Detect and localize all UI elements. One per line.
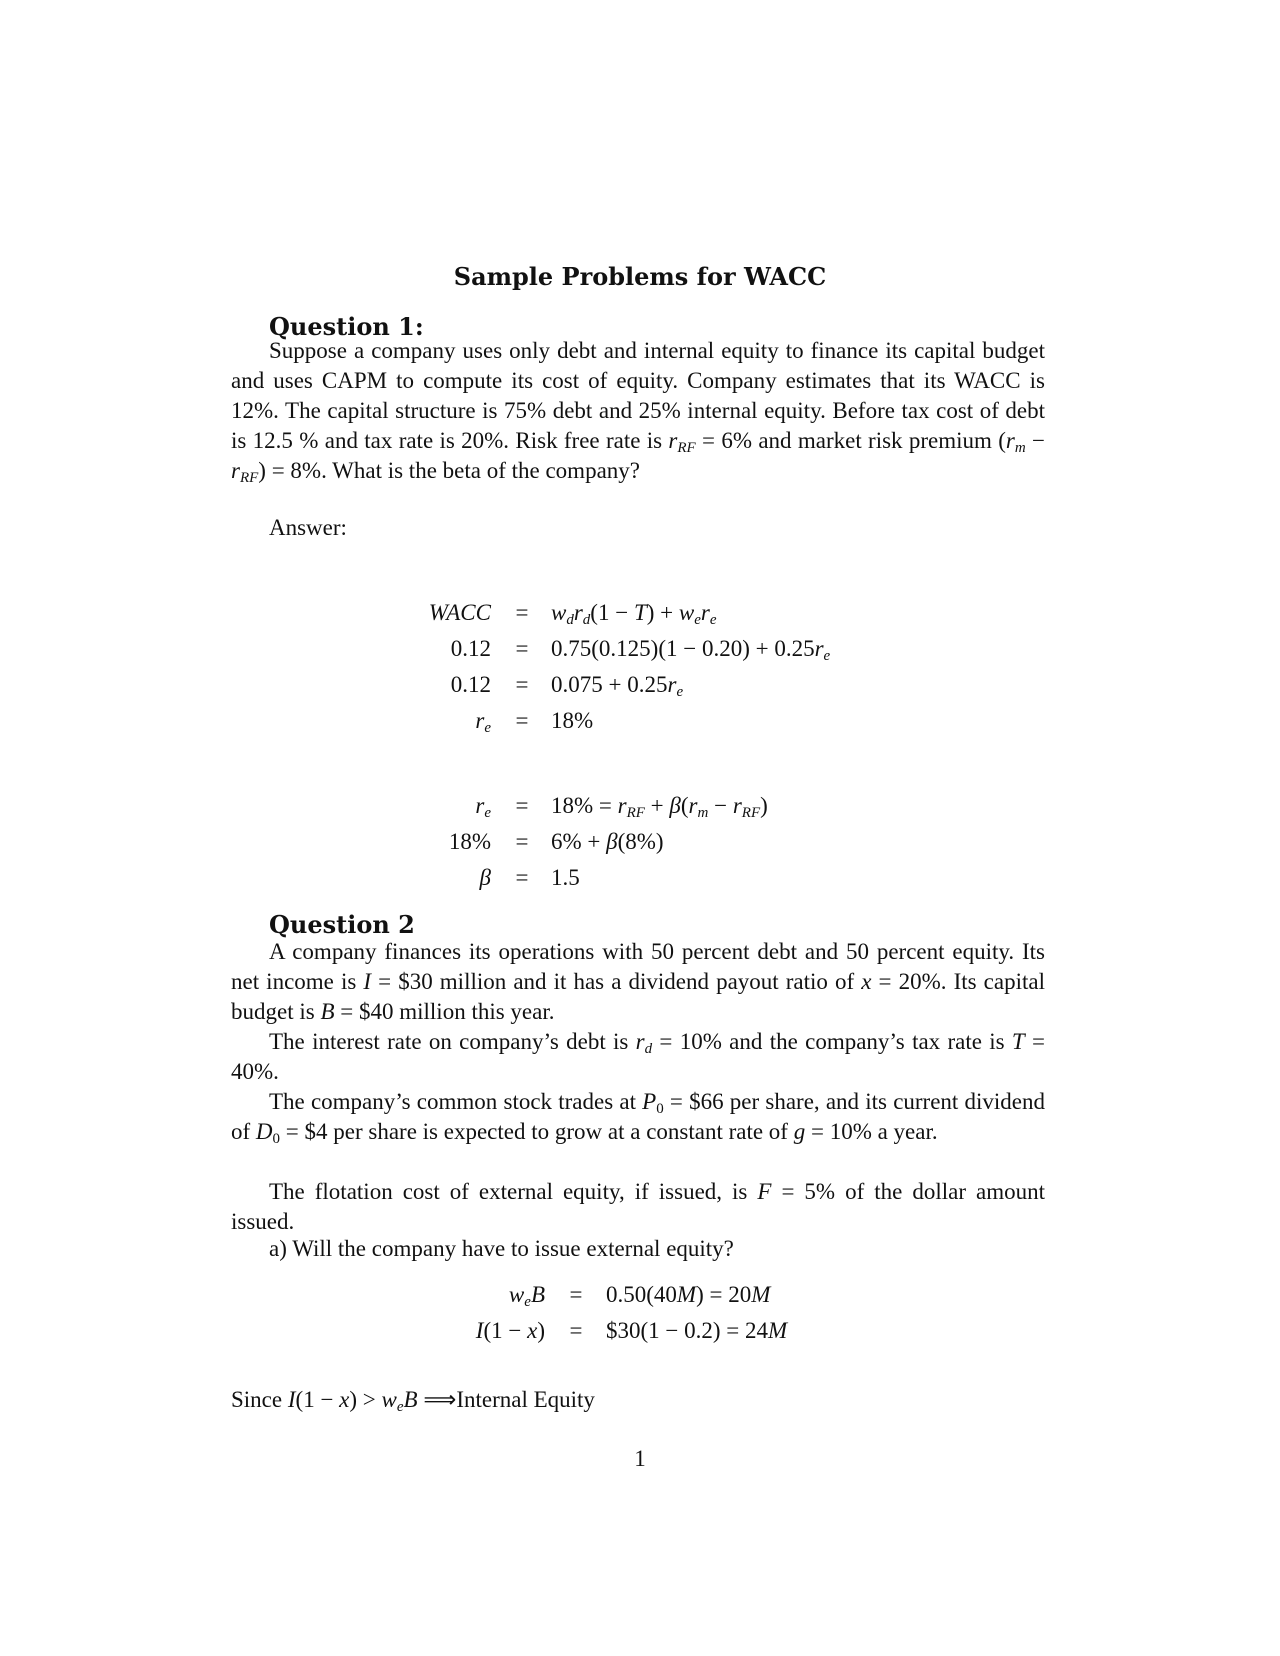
equals-sign: = xyxy=(515,793,529,818)
eq-rhs: $18\% = r_{RF} + \beta(r_m - r_{RF})$ xyxy=(551,793,768,821)
equals-sign: = xyxy=(515,865,529,890)
eq-lhs: β xyxy=(479,865,491,890)
question-2-heading: Question 2 xyxy=(269,910,415,939)
eq-lhs: 0.12 xyxy=(450,672,491,697)
page-number: 1 xyxy=(634,1446,646,1471)
eq-rhs: 18% xyxy=(551,708,594,733)
equals-sign: = xyxy=(515,672,529,697)
eq-rhs: 1.5 xyxy=(551,865,580,890)
eq-rhs: $0.75(0.125)(1 - 0.20) + 0.25r_e$ xyxy=(551,636,831,664)
eq-lhs: $r_e$ xyxy=(475,708,491,736)
eq-lhs: $w_eB$ xyxy=(508,1282,545,1310)
question-1-heading: Question 1: xyxy=(269,312,424,341)
question-2-paragraph-3: The company’s common stock trades at $P_0$ = $66 per share, and its current dividend of $D_0$ = $4 per share is expected to grow at a constant rate of g = 10% a year. xyxy=(231,1089,1046,1147)
equals-sign: = xyxy=(569,1318,583,1343)
eq-lhs: 0.12 xyxy=(450,636,491,661)
equation-block-beta xyxy=(0,788,1280,898)
eq-rhs: 0.50(40M) = 20M xyxy=(606,1282,771,1307)
page-title: Sample Problems for WACC xyxy=(453,262,827,291)
question-2-conclusion: Since $I(1 - x) > w_eB$ ⟹Internal Equity xyxy=(231,1387,595,1415)
question-1-text: Suppose a company uses only debt and internal equity to finance its capital budget and uses CAPM to compute its cost of equity. Company estimates that its WACC is 12%. The capital structure is 75% debt and 25% internal equity. Before tax cost of debt is 12.5 % and tax rate is 20%. Risk free rate is $r_{RF} = 6\%$ and market risk premium $(r_m - r_{RF}) = 8\%$. What is the beta of the company? xyxy=(231,338,1045,486)
equation-block-equity xyxy=(0,1277,1280,1357)
question-2-part-a: a) Will the company have to issue external equity? xyxy=(269,1236,734,1261)
question-2-paragraph-2: The interest rate on company’s debt is $r_d = 10\%$ and the company’s tax rate is T = 40%. xyxy=(231,1029,1045,1084)
eq-rhs: $30(1 − 0.2) = 24M xyxy=(606,1318,788,1343)
equals-sign: = xyxy=(515,708,529,733)
eq-rhs: $0.075 + 0.25r_e$ xyxy=(551,672,684,700)
eq-lhs: 18% xyxy=(448,829,491,854)
equals-sign: = xyxy=(515,636,529,661)
question-2-paragraph-1: A company finances its operations with 50 percent debt and 50 percent equity. Its net income is I = $30 million and it has a dividend payout ratio of x = 20%. Its capital budget is B = $40 million this year. xyxy=(231,939,1045,1024)
eq-lhs: I(1 − x) xyxy=(475,1318,545,1343)
equals-sign: = xyxy=(515,600,529,625)
eq-rhs: 6% + β(8%) xyxy=(551,829,664,854)
question-2-paragraph-4: The flotation cost of external equity, if issued, is F = 5% of the dollar amount issued. xyxy=(231,1179,1045,1234)
answer-label: Answer: xyxy=(269,515,347,540)
eq-rhs: $w_dr_d(1 - T) + w_er_e$ xyxy=(551,600,717,628)
eq-lhs: $r_e$ xyxy=(475,793,491,821)
eq-lhs: WACC xyxy=(428,600,491,625)
equation-block-wacc xyxy=(0,595,1280,745)
equals-sign: = xyxy=(569,1282,583,1307)
equals-sign: = xyxy=(515,829,529,854)
